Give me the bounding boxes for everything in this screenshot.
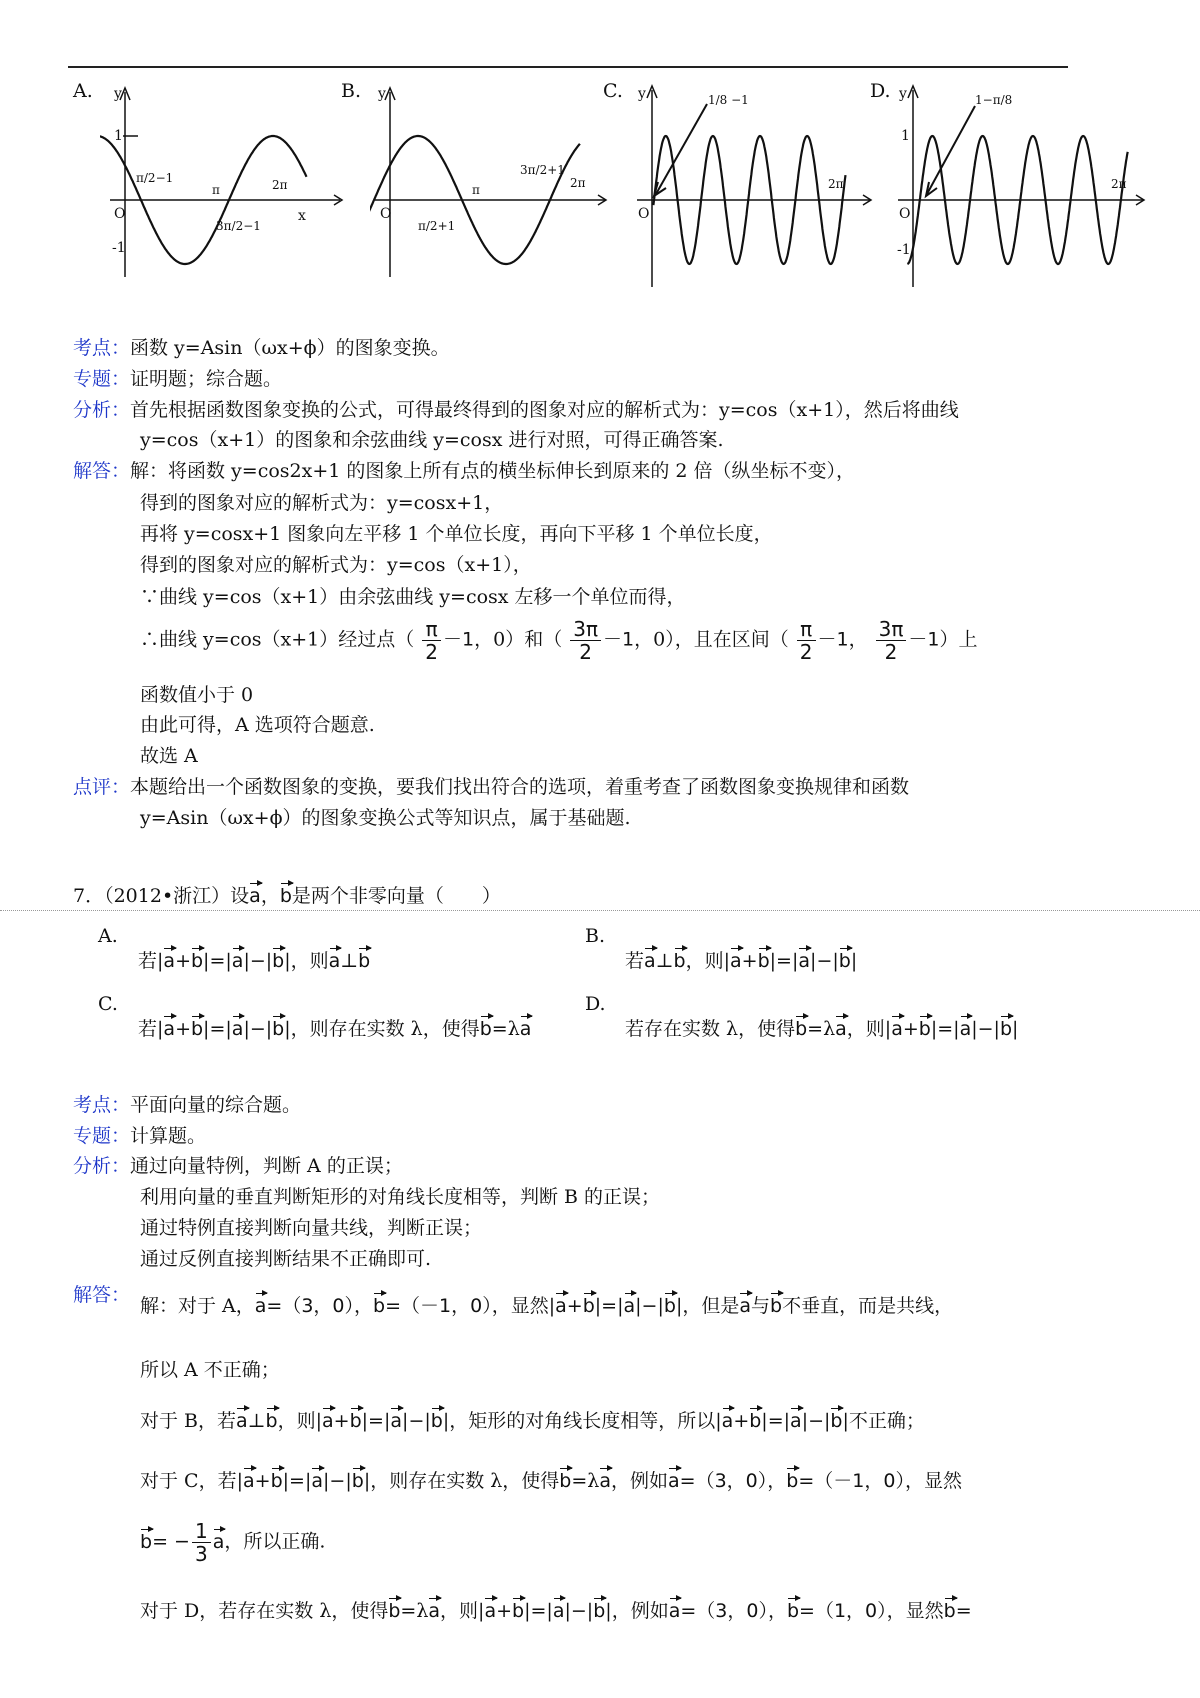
question-separator: [0, 910, 1200, 911]
jieda-label: 解答：: [73, 460, 131, 482]
option-b-letter: B.: [341, 80, 362, 102]
tick-label-2: 3π/2+1: [520, 163, 565, 177]
pi-label: π: [472, 183, 480, 197]
graph-option-c: [632, 82, 882, 292]
q7-jieda-line-6: 对于 D，若存在实数 λ，使得b=λa，则|a+b|=|a|−|b|，例如a=（3，0），b=（1，0），显然b=: [140, 1595, 972, 1623]
two-pi-label: 2π: [828, 177, 844, 191]
two-pi-label: 2π: [1111, 177, 1127, 191]
q7-kaodian-text: 平面向量的综合题。: [130, 1094, 302, 1116]
graph-option-b: [370, 82, 620, 282]
q7-option-a-text: 若|a+b|=|a|−|b|，则a⊥b: [138, 945, 370, 973]
kaodian-text: 函数 y=Asin（ωx+ϕ）的图象变换。: [130, 337, 450, 359]
option-a-letter: A.: [73, 80, 93, 102]
fenxi-line-1: 首先根据函数图象变换的公式，可得最终得到的图象对应的解析式为：y=cos（x+1），然后将曲线: [130, 399, 959, 421]
q7-jieda-label: 解答：: [73, 1284, 131, 1306]
callout-label: 1−π/8: [975, 93, 1013, 107]
q7-option-b-text: 若a⊥b，则|a+b|=|a|−|b|: [625, 945, 857, 973]
origin-label: O: [638, 206, 650, 222]
graph-option-a: [100, 82, 350, 282]
tick-label-2: 3π/2−1: [216, 219, 261, 233]
dianping-label: 点评：: [73, 776, 131, 798]
kaodian-label: 考点：: [73, 337, 131, 359]
tick-label-1: π/2−1: [136, 171, 174, 185]
origin-label: O: [380, 206, 392, 222]
fenxi-line-2: y=cos（x+1）的图象和余弦曲线 y=cosx 进行对照，可得正确答案.: [140, 429, 724, 451]
callout-arrow: [927, 106, 975, 194]
q7-kaodian-label: 考点：: [73, 1094, 131, 1116]
axis-y-label: y: [638, 86, 646, 102]
q7-option-d-letter: D.: [585, 993, 606, 1015]
q7-jieda-line-5: b= − $\frac{1}{3}$ a，所以正确.: [140, 1519, 326, 1566]
axis-x-label: x: [298, 208, 306, 224]
q7-fenxi-label: 分析：: [73, 1155, 131, 1177]
callout-label: 1/8 −1: [708, 93, 749, 107]
callout-arrow: [656, 104, 707, 194]
jieda-line-8: 由此可得，A 选项符合题意.: [140, 714, 375, 736]
pi-label: π: [212, 183, 220, 197]
tick-label-1: π/2+1: [418, 219, 456, 233]
q7-fenxi-line-2: 利用向量的垂直判断矩形的对角线长度相等，判断 B 的正误；: [140, 1186, 661, 1208]
q7-option-c-letter: C.: [98, 993, 118, 1015]
q7-jieda-line-4: 对于 C，若|a+b|=|a|−|b|，则存在实数 λ，使得b=λa，例如a=（3，0），b=（－1，0），显然: [140, 1465, 962, 1493]
dianping-line-1: 本题给出一个函数图象的变换，要我们找出符合的选项，着重考查了函数图象变换规律和函数: [130, 776, 910, 798]
axis-y-label: y: [378, 86, 386, 102]
two-pi-label: 2π: [570, 176, 586, 190]
zhuanti-label: 专题：: [73, 368, 131, 390]
axis-y-label: y: [114, 86, 122, 102]
jieda-line-6: ∴曲线 y=cos（x+1）经过点（ $\frac{\pi}{2}$ －1，0）和（ $\frac{3\pi}{2}$ －1，0），且在区间（ $\frac{\pi}{2}$ －1， $\frac{3\pi}{2}$ －1）上: [140, 617, 978, 664]
q7-jieda-line-2: 所以 A 不正确；: [140, 1359, 280, 1381]
q7-option-d-text: 若存在实数 λ，使得b=λa，则|a+b|=|a|−|b|: [625, 1013, 1018, 1041]
jieda-line-2: 得到的图象对应的解析式为：y=cosx+1，: [140, 492, 504, 514]
jieda-line-7: 函数值小于 0: [140, 684, 254, 706]
tick-neg-one-label: -1: [897, 242, 911, 258]
axis-y-label: y: [899, 86, 907, 102]
zhuanti-text: 证明题；综合题。: [130, 368, 283, 390]
origin-label: O: [899, 206, 911, 222]
tick-one-label: 1: [901, 128, 910, 144]
q7-jieda-line-1: 解：对于 A，a=（3，0），b=（－1，0），显然|a+b|=|a|−|b|，但是a与b不垂直，而是共线，: [140, 1290, 953, 1318]
q7-option-c-text: 若|a+b|=|a|−|b|，则存在实数 λ，使得b=λa: [138, 1013, 531, 1041]
q7-zhuanti-label: 专题：: [73, 1125, 131, 1147]
q7-jieda-line-3: 对于 B，若a⊥b，则|a+b|=|a|−|b|，矩形的对角线长度相等，所以|a+b|=|a|−|b|不正确；: [140, 1405, 925, 1433]
dianping-line-2: y=Asin（ωx+ϕ）的图象变换公式等知识点，属于基础题.: [140, 807, 631, 829]
two-pi-label: 2π: [272, 178, 288, 192]
q7-stem: 7．（2012•浙江）设a，b是两个非零向量（ ）: [73, 880, 501, 908]
fenxi-label: 分析：: [73, 399, 131, 421]
jieda-line-3: 再将 y=cosx+1 图象向左平移 1 个单位长度，再向下平移 1 个单位长度，: [140, 523, 773, 545]
graph-option-d: [893, 82, 1153, 292]
option-c-letter: C.: [603, 80, 623, 102]
tick-one-label: 1: [114, 128, 123, 144]
jieda-line-1: 解：将函数 y=cos2x+1 的图象上所有点的横坐标伸长到原来的 2 倍（纵坐标不变），: [130, 460, 856, 482]
tick-neg-one-label: -1: [112, 240, 126, 256]
q7-option-b-letter: B.: [585, 925, 606, 947]
q7-option-a-letter: A.: [98, 925, 118, 947]
jieda-line-4: 得到的图象对应的解析式为：y=cos（x+1），: [140, 554, 532, 576]
top-rule: [68, 66, 1068, 68]
q7-fenxi-line-1: 通过向量特例，判断 A 的正误；: [130, 1155, 403, 1177]
option-d-letter: D.: [870, 80, 891, 102]
q7-zhuanti-text: 计算题。: [130, 1125, 207, 1147]
q7-fenxi-line-4: 通过反例直接判断结果不正确即可.: [140, 1248, 432, 1270]
jieda-line-9: 故选 A: [140, 745, 198, 767]
q7-fenxi-line-3: 通过特例直接判断向量共线，判断正误；: [140, 1217, 483, 1239]
origin-label: O: [114, 206, 126, 222]
jieda-line-5: ∵曲线 y=cos（x+1）由余弦曲线 y=cosx 左移一个单位而得，: [140, 586, 686, 608]
